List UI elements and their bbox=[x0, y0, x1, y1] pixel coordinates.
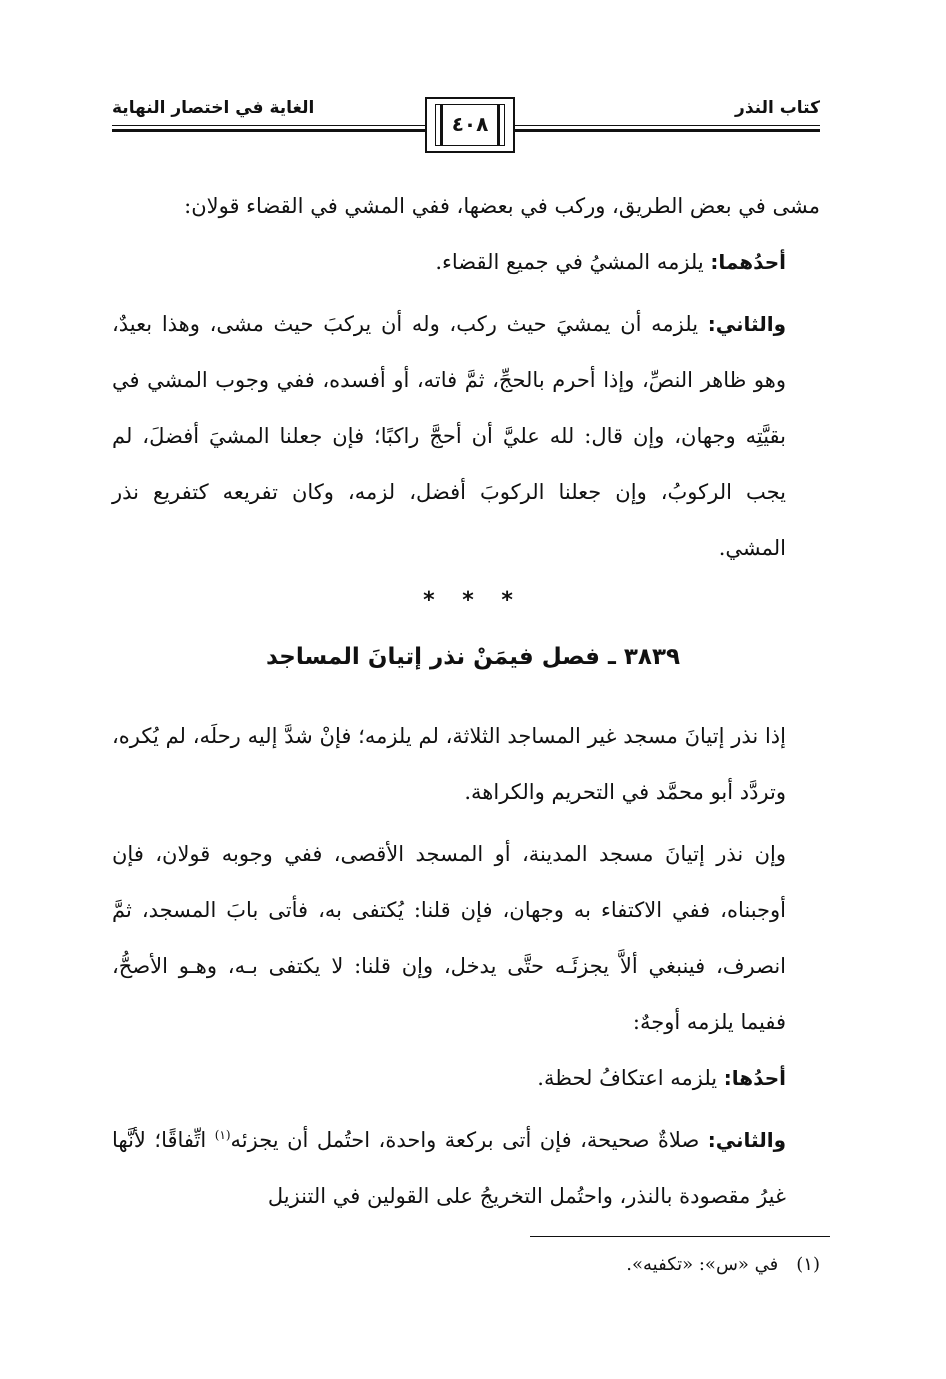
work-title: الغاية في اختصار النهاية bbox=[112, 98, 315, 118]
bold-lead: أحدُهما: bbox=[710, 250, 786, 274]
paragraph bbox=[112, 1112, 820, 1224]
footnote-divider bbox=[530, 1236, 830, 1237]
bold-lead: أحدُها: bbox=[723, 1066, 786, 1090]
text-block-2 bbox=[112, 708, 820, 1224]
paragraph: إذا نذر إتيانَ مسجد غير المساجد الثلاثة، لم يلزمه؛ فإنْ شدَّ إليه رحلَه، لم يُكره، وتردَّد أبو محمَّد في التحريم والكراهة. bbox=[112, 724, 786, 804]
page-number: ٤٠٨ bbox=[451, 112, 489, 136]
paragraph-text: صلاةٌ صحيحة، فإن أتى بركعة واحدة، احتُمل أن يجزئه bbox=[230, 1128, 708, 1152]
page-number-badge bbox=[425, 97, 515, 153]
paragraph-text: اتِّفاقًا؛ لأنَّها غيرُ مقصودة بالنذر، واحتُمل التخريجُ على القولين في التنزيل bbox=[112, 1128, 786, 1208]
text-block-1 bbox=[112, 178, 820, 576]
section-heading: ٣٨٣٩ ـ فصل فيمَنْ نذر إتيانَ المساجد bbox=[265, 644, 681, 670]
footnote-number: (١) bbox=[796, 1254, 820, 1275]
paragraph-text: يلزمه المشيُ في جميع القضاء. bbox=[435, 250, 711, 274]
paragraph bbox=[112, 234, 820, 290]
section-separator: * * * bbox=[423, 588, 523, 613]
paragraph bbox=[112, 1050, 820, 1106]
paragraph bbox=[112, 296, 820, 576]
paragraph-text: يلزمه أن يمشيَ حيث ركب، وله أن يركبَ حيث مشى، وهذا بعيدٌ، وهو ظاهر النصِّ، وإذا أحرم بالحجِّ، ثمَّ فاته، أو أفسده، ففي وجوب المشي في بقيَّتِه وجهان، وإن قال: لله عليَّ أن أحجَّ راكبًا؛ فإن جعلنا المشيَ أفضلَ، لم يجب الركوبُ، وإن جعلنا الركوبَ أفضل، لزمه، وكان تفريعه كتفريع نذر المشي. bbox=[112, 312, 786, 560]
paragraph: وإن نذر إتيانَ مسجد المدينة، أو المسجد الأقصى، ففي وجوبه قولان، فإن أوجبناه، ففي الاكتفاء به وجهان، فإن قلنا: يُكتفى به، فأتى بابَ المسجد، ثمَّ انصرف، فينبغي ألاَّ يجزئَـه حتَّى يدخل، وإن قلنا: لا يكتفى بـه، وهـو الأصحُّ، ففيما يلزمه أوجهٌ: bbox=[112, 842, 786, 1034]
book-title: كتاب النذر bbox=[735, 98, 820, 118]
footnote-reference[interactable]: (١) bbox=[214, 1128, 231, 1142]
paragraph-text: يلزمه اعتكافُ لحظة. bbox=[537, 1066, 724, 1090]
footnote-text: في «س»: «تكفيه». bbox=[626, 1254, 779, 1275]
bold-lead: والثاني: bbox=[707, 1128, 786, 1152]
footnote bbox=[626, 1254, 820, 1275]
paragraph: مشى في بعض الطريق، وركب في بعضها، ففي المشي في القضاء قولان: bbox=[184, 194, 820, 218]
bold-lead: والثاني: bbox=[707, 312, 786, 336]
